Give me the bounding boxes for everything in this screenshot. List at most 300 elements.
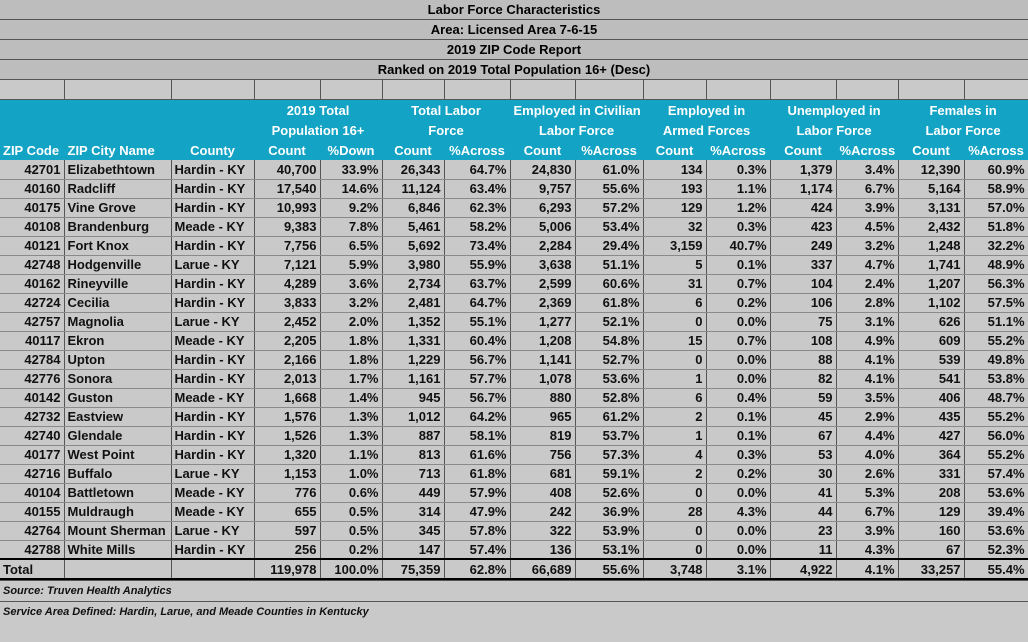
table-cell: 1.3%: [320, 407, 382, 426]
table-cell: 61.0%: [575, 160, 643, 179]
table-cell: 1,576: [254, 407, 320, 426]
table-cell: 53.4%: [575, 217, 643, 236]
table-cell: 53.6%: [964, 483, 1028, 502]
table-cell: 9,757: [510, 179, 575, 198]
total-cell: 3.1%: [706, 559, 770, 579]
table-cell: 40121: [0, 236, 64, 255]
table-cell: 5,006: [510, 217, 575, 236]
col-pop-count: Count: [254, 140, 320, 160]
table-cell: 55.1%: [444, 312, 510, 331]
table-cell: 40160: [0, 179, 64, 198]
group-fem-line1: Females in: [898, 100, 1028, 120]
table-cell: Larue - KY: [171, 255, 254, 274]
table-cell: 2: [643, 464, 706, 483]
table-cell: 56.0%: [964, 426, 1028, 445]
table-cell: 322: [510, 521, 575, 540]
table-cell: 249: [770, 236, 836, 255]
table-cell: 88: [770, 350, 836, 369]
table-cell: 0: [643, 540, 706, 559]
col-pop-pct: %Down: [320, 140, 382, 160]
table-cell: 4.3%: [706, 502, 770, 521]
table-cell: Larue - KY: [171, 464, 254, 483]
total-cell: 62.8%: [444, 559, 510, 579]
report-area: Area: Licensed Area 7-6-15: [0, 20, 1028, 40]
report-title-block: [0, 0, 1028, 80]
table-cell: 5,164: [898, 179, 964, 198]
table-cell: 61.6%: [444, 445, 510, 464]
table-cell: 681: [510, 464, 575, 483]
table-cell: 3.5%: [836, 388, 898, 407]
table-cell: 42788: [0, 540, 64, 559]
table-cell: 42764: [0, 521, 64, 540]
table-cell: 2,013: [254, 369, 320, 388]
table-cell: 47.9%: [444, 502, 510, 521]
table-cell: 3,980: [382, 255, 444, 274]
table-cell: 3,159: [643, 236, 706, 255]
table-cell: 0: [643, 521, 706, 540]
table-cell: 435: [898, 407, 964, 426]
table-cell: Hardin - KY: [171, 445, 254, 464]
table-row: [0, 350, 1028, 369]
table-cell: Ekron: [64, 331, 171, 350]
col-unemp-pct: %Across: [836, 140, 898, 160]
table-cell: 40104: [0, 483, 64, 502]
table-row: [0, 540, 1028, 559]
table-cell: 0.4%: [706, 388, 770, 407]
table-cell: West Point: [64, 445, 171, 464]
total-cell: [64, 559, 171, 579]
table-cell: Cecilia: [64, 293, 171, 312]
table-cell: 3.2%: [836, 236, 898, 255]
col-zip-code: ZIP Code: [0, 140, 64, 160]
total-cell: 4.1%: [836, 559, 898, 579]
table-cell: 655: [254, 502, 320, 521]
report-title: Labor Force Characteristics: [0, 0, 1028, 20]
table-cell: 58.1%: [444, 426, 510, 445]
table-row: [0, 445, 1028, 464]
table-cell: 345: [382, 521, 444, 540]
group-civ-line1: Employed in Civilian: [510, 100, 643, 120]
table-cell: 6: [643, 388, 706, 407]
group-armed-line1: Employed in: [643, 100, 770, 120]
table-cell: 57.9%: [444, 483, 510, 502]
table-cell: 42701: [0, 160, 64, 179]
col-fem-count: Count: [898, 140, 964, 160]
group-pop-line1: 2019 Total: [254, 100, 382, 120]
table-cell: 0.0%: [706, 540, 770, 559]
table-cell: 57.3%: [575, 445, 643, 464]
table-cell: 2,452: [254, 312, 320, 331]
table-cell: 0.3%: [706, 445, 770, 464]
table-row: [0, 464, 1028, 483]
table-cell: 6,293: [510, 198, 575, 217]
table-cell: 1.1%: [320, 445, 382, 464]
service-area-footnote: Service Area Defined: Hardin, Larue, and Meade Counties in Kentucky: [0, 601, 1028, 622]
table-cell: 2.6%: [836, 464, 898, 483]
table-cell: 40117: [0, 331, 64, 350]
table-cell: 147: [382, 540, 444, 559]
table-cell: 134: [643, 160, 706, 179]
table-cell: 0.7%: [706, 331, 770, 350]
table-cell: 3.2%: [320, 293, 382, 312]
table-cell: 2.0%: [320, 312, 382, 331]
table-cell: 56.7%: [444, 388, 510, 407]
table-row: [0, 502, 1028, 521]
table-cell: 61.8%: [575, 293, 643, 312]
table-cell: 424: [770, 198, 836, 217]
table-cell: 597: [254, 521, 320, 540]
table-cell: 1.0%: [320, 464, 382, 483]
table-cell: 44: [770, 502, 836, 521]
table-cell: 160: [898, 521, 964, 540]
table-cell: 63.7%: [444, 274, 510, 293]
table-cell: 1,141: [510, 350, 575, 369]
table-cell: 3,833: [254, 293, 320, 312]
table-cell: Hardin - KY: [171, 160, 254, 179]
group-civ-line2: Labor Force: [510, 120, 643, 140]
table-cell: 1: [643, 369, 706, 388]
table-cell: Guston: [64, 388, 171, 407]
table-cell: 449: [382, 483, 444, 502]
table-cell: 0.2%: [706, 293, 770, 312]
table-cell: 55.2%: [964, 407, 1028, 426]
table-cell: 0.0%: [706, 312, 770, 331]
table-cell: 40162: [0, 274, 64, 293]
table-cell: 104: [770, 274, 836, 293]
table-cell: 1,207: [898, 274, 964, 293]
table-cell: 51.1%: [575, 255, 643, 274]
table-header: [0, 100, 1028, 160]
table-cell: 41: [770, 483, 836, 502]
table-row: [0, 312, 1028, 331]
table-cell: 82: [770, 369, 836, 388]
report-ranking: Ranked on 2019 Total Population 16+ (Desc): [0, 60, 1028, 80]
table-cell: 2.8%: [836, 293, 898, 312]
table-cell: 52.3%: [964, 540, 1028, 559]
table-cell: 6: [643, 293, 706, 312]
total-cell: 100.0%: [320, 559, 382, 579]
table-cell: Brandenburg: [64, 217, 171, 236]
col-labor-pct: %Across: [444, 140, 510, 160]
table-cell: 73.4%: [444, 236, 510, 255]
table-cell: 4.3%: [836, 540, 898, 559]
table-cell: 776: [254, 483, 320, 502]
table-cell: 0: [643, 312, 706, 331]
table-cell: Hardin - KY: [171, 293, 254, 312]
table-cell: 12,390: [898, 160, 964, 179]
table-cell: 5,461: [382, 217, 444, 236]
table-cell: Buffalo: [64, 464, 171, 483]
table-cell: Glendale: [64, 426, 171, 445]
table-row: [0, 521, 1028, 540]
table-cell: 62.3%: [444, 198, 510, 217]
table-cell: 64.7%: [444, 160, 510, 179]
table-cell: 887: [382, 426, 444, 445]
table-cell: 64.2%: [444, 407, 510, 426]
table-cell: 1.1%: [706, 179, 770, 198]
table-cell: Mount Sherman: [64, 521, 171, 540]
table-cell: 2.9%: [836, 407, 898, 426]
table-cell: 2,205: [254, 331, 320, 350]
table-cell: 2,284: [510, 236, 575, 255]
table-cell: 51.1%: [964, 312, 1028, 331]
table-cell: Meade - KY: [171, 388, 254, 407]
table-row: [0, 483, 1028, 502]
table-cell: 0.5%: [320, 521, 382, 540]
table-cell: 57.2%: [575, 198, 643, 217]
table-cell: 208: [898, 483, 964, 502]
table-cell: 53: [770, 445, 836, 464]
table-cell: 880: [510, 388, 575, 407]
table-cell: 57.5%: [964, 293, 1028, 312]
col-armed-count: Count: [643, 140, 706, 160]
table-cell: 108: [770, 331, 836, 350]
table-cell: 6.7%: [836, 502, 898, 521]
table-cell: 4: [643, 445, 706, 464]
col-civ-count: Count: [510, 140, 575, 160]
table-cell: 0.0%: [706, 369, 770, 388]
table-cell: 6,846: [382, 198, 444, 217]
table-cell: 40,700: [254, 160, 320, 179]
table-cell: 0: [643, 483, 706, 502]
table-cell: 14.6%: [320, 179, 382, 198]
table-footer: [0, 559, 1028, 579]
table-cell: 242: [510, 502, 575, 521]
table-cell: 7.8%: [320, 217, 382, 236]
table-cell: 1,229: [382, 350, 444, 369]
table-cell: 1,320: [254, 445, 320, 464]
table-row: [0, 331, 1028, 350]
total-cell: 3,748: [643, 559, 706, 579]
table-cell: 3.9%: [836, 521, 898, 540]
table-cell: 28: [643, 502, 706, 521]
table-cell: 26,343: [382, 160, 444, 179]
table-cell: 42776: [0, 369, 64, 388]
table-cell: 67: [898, 540, 964, 559]
total-cell: [171, 559, 254, 579]
total-cell: 119,978: [254, 559, 320, 579]
table-cell: 9.2%: [320, 198, 382, 217]
header-group-row-2: [0, 120, 1028, 140]
table-cell: 406: [898, 388, 964, 407]
table-cell: 42784: [0, 350, 64, 369]
table-body: [0, 160, 1028, 559]
table-cell: 48.7%: [964, 388, 1028, 407]
table-cell: 17,540: [254, 179, 320, 198]
table-cell: Elizabethtown: [64, 160, 171, 179]
table-cell: 626: [898, 312, 964, 331]
table-cell: Hardin - KY: [171, 179, 254, 198]
table-cell: 57.8%: [444, 521, 510, 540]
table-cell: 42732: [0, 407, 64, 426]
table-cell: 39.4%: [964, 502, 1028, 521]
table-cell: White Mills: [64, 540, 171, 559]
table-cell: 1,352: [382, 312, 444, 331]
table-cell: 0.2%: [706, 464, 770, 483]
table-cell: 756: [510, 445, 575, 464]
table-cell: 6.7%: [836, 179, 898, 198]
table-cell: 40175: [0, 198, 64, 217]
table-row: [0, 217, 1028, 236]
table-cell: 2.4%: [836, 274, 898, 293]
table-cell: 42724: [0, 293, 64, 312]
table-cell: 48.9%: [964, 255, 1028, 274]
table-cell: Hardin - KY: [171, 369, 254, 388]
group-pop-line2: Population 16+: [254, 120, 382, 140]
table-cell: 1.2%: [706, 198, 770, 217]
table-cell: 52.8%: [575, 388, 643, 407]
table-cell: Hardin - KY: [171, 198, 254, 217]
total-cell: 33,257: [898, 559, 964, 579]
total-cell: 55.6%: [575, 559, 643, 579]
table-cell: 1,153: [254, 464, 320, 483]
table-cell: 57.4%: [964, 464, 1028, 483]
table-cell: 23: [770, 521, 836, 540]
spacer-row: [0, 80, 1028, 100]
table-cell: Battletown: [64, 483, 171, 502]
table-row: [0, 179, 1028, 198]
table-cell: 0.0%: [706, 350, 770, 369]
table-cell: 1.4%: [320, 388, 382, 407]
table-cell: 2,734: [382, 274, 444, 293]
table-cell: 0.1%: [706, 407, 770, 426]
table-row: [0, 160, 1028, 179]
table-cell: Hardin - KY: [171, 426, 254, 445]
table-cell: 55.6%: [575, 179, 643, 198]
table-cell: 0.1%: [706, 255, 770, 274]
table-cell: Hardin - KY: [171, 407, 254, 426]
table-cell: 609: [898, 331, 964, 350]
table-cell: Hardin - KY: [171, 540, 254, 559]
table-cell: 4.4%: [836, 426, 898, 445]
table-cell: 40177: [0, 445, 64, 464]
table-row: [0, 198, 1028, 217]
total-cell: 55.4%: [964, 559, 1028, 579]
table-cell: 0.6%: [320, 483, 382, 502]
table-row: [0, 388, 1028, 407]
table-cell: Larue - KY: [171, 521, 254, 540]
table-cell: Magnolia: [64, 312, 171, 331]
table-cell: 54.8%: [575, 331, 643, 350]
table-cell: Meade - KY: [171, 483, 254, 502]
table-cell: 32.2%: [964, 236, 1028, 255]
table-cell: 60.9%: [964, 160, 1028, 179]
table-cell: 52.1%: [575, 312, 643, 331]
table-cell: 63.4%: [444, 179, 510, 198]
table-cell: 1.3%: [320, 426, 382, 445]
table-cell: 55.9%: [444, 255, 510, 274]
table-cell: 0.3%: [706, 160, 770, 179]
total-cell: 66,689: [510, 559, 575, 579]
table-cell: Eastview: [64, 407, 171, 426]
table-cell: 129: [898, 502, 964, 521]
table-cell: 53.7%: [575, 426, 643, 445]
table-cell: 4.9%: [836, 331, 898, 350]
table-cell: 15: [643, 331, 706, 350]
table-cell: 5.9%: [320, 255, 382, 274]
labor-force-table: [0, 100, 1028, 580]
table-cell: 1,248: [898, 236, 964, 255]
table-cell: 965: [510, 407, 575, 426]
table-cell: 53.8%: [964, 369, 1028, 388]
table-cell: Hodgenville: [64, 255, 171, 274]
total-cell: 4,922: [770, 559, 836, 579]
table-cell: 0.2%: [320, 540, 382, 559]
table-cell: Fort Knox: [64, 236, 171, 255]
table-row: [0, 255, 1028, 274]
table-cell: 2,166: [254, 350, 320, 369]
table-cell: 52.6%: [575, 483, 643, 502]
table-cell: 2,432: [898, 217, 964, 236]
table-cell: 2,599: [510, 274, 575, 293]
table-cell: 29.4%: [575, 236, 643, 255]
col-county: County: [171, 140, 254, 160]
header-group-row-1: [0, 100, 1028, 120]
table-cell: 2,369: [510, 293, 575, 312]
group-fem-line2: Labor Force: [898, 120, 1028, 140]
table-cell: 57.0%: [964, 198, 1028, 217]
table-cell: Meade - KY: [171, 502, 254, 521]
table-cell: 1: [643, 426, 706, 445]
table-cell: 1,161: [382, 369, 444, 388]
table-cell: 59: [770, 388, 836, 407]
table-cell: 51.8%: [964, 217, 1028, 236]
table-row: [0, 274, 1028, 293]
table-cell: 6.5%: [320, 236, 382, 255]
table-cell: 36.9%: [575, 502, 643, 521]
table-cell: 7,756: [254, 236, 320, 255]
table-cell: 75: [770, 312, 836, 331]
table-cell: 57.7%: [444, 369, 510, 388]
total-label: Total: [0, 559, 64, 579]
table-cell: 337: [770, 255, 836, 274]
col-civ-pct: %Across: [575, 140, 643, 160]
table-cell: 59.1%: [575, 464, 643, 483]
table-cell: 0.1%: [706, 426, 770, 445]
table-cell: 5,692: [382, 236, 444, 255]
table-cell: 9,383: [254, 217, 320, 236]
table-row: [0, 426, 1028, 445]
table-cell: Rineyville: [64, 274, 171, 293]
total-cell: 75,359: [382, 559, 444, 579]
total-row: [0, 559, 1028, 579]
table-cell: 1,174: [770, 179, 836, 198]
report-name: 2019 ZIP Code Report: [0, 40, 1028, 60]
table-cell: Meade - KY: [171, 331, 254, 350]
group-labor-line1: Total Labor: [382, 100, 510, 120]
table-cell: 314: [382, 502, 444, 521]
table-cell: 53.9%: [575, 521, 643, 540]
table-cell: 0.0%: [706, 521, 770, 540]
col-fem-pct: %Across: [964, 140, 1028, 160]
table-cell: 3.1%: [836, 312, 898, 331]
table-cell: 61.8%: [444, 464, 510, 483]
table-cell: 4.1%: [836, 350, 898, 369]
table-cell: Sonora: [64, 369, 171, 388]
table-cell: 4.1%: [836, 369, 898, 388]
table-cell: 58.9%: [964, 179, 1028, 198]
table-cell: 1,331: [382, 331, 444, 350]
table-cell: 40108: [0, 217, 64, 236]
group-armed-line2: Armed Forces: [643, 120, 770, 140]
table-cell: 4.7%: [836, 255, 898, 274]
table-cell: Vine Grove: [64, 198, 171, 217]
table-cell: Radcliff: [64, 179, 171, 198]
table-cell: 541: [898, 369, 964, 388]
table-cell: Hardin - KY: [171, 274, 254, 293]
table-cell: Hardin - KY: [171, 236, 254, 255]
table-cell: 3.9%: [836, 198, 898, 217]
